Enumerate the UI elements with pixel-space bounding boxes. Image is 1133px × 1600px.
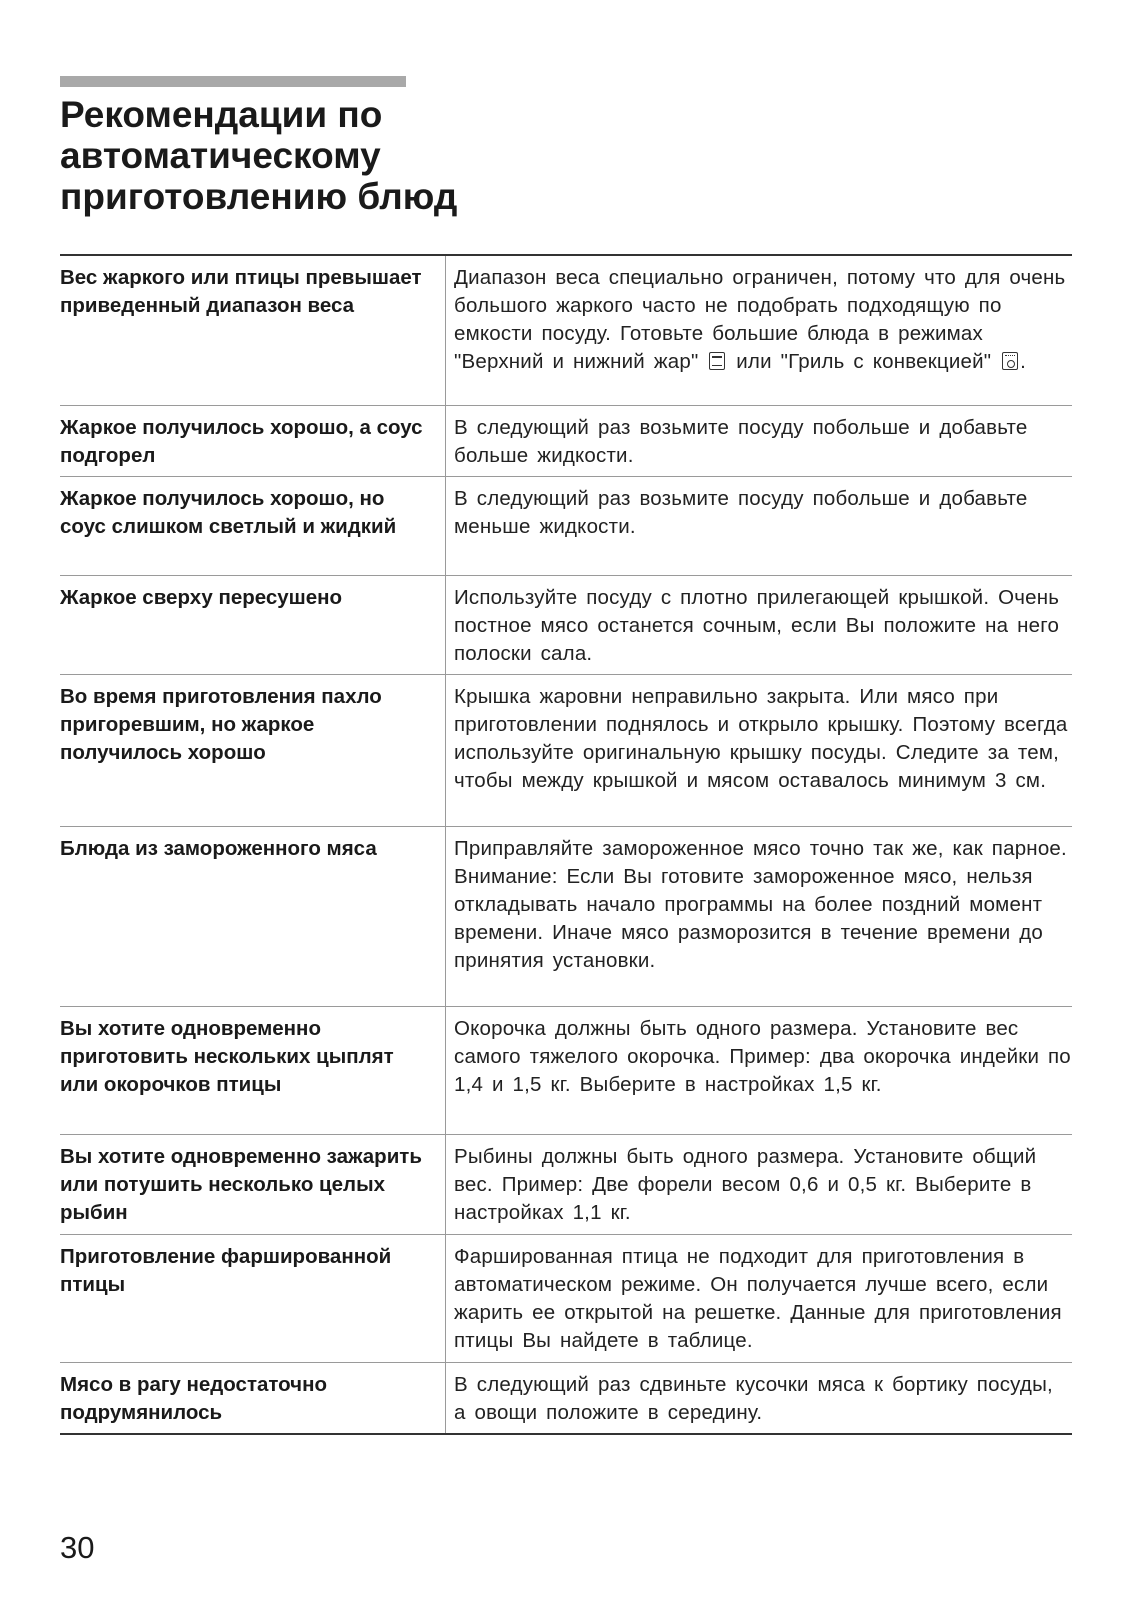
table-row (60, 1362, 1072, 1433)
problem-cell: Вес жаркого или птицы превышает приведенный диапазон веса (60, 266, 422, 317)
problem-cell: Во время приготовления пахло пригоревшим, но жаркое получилось хорошо (60, 685, 382, 764)
table-row (60, 1006, 1072, 1134)
solution-cell: Используйте посуду с плотно прилегающей крышкой. Очень постное мясо останется сочным, если Вы положите на него полоски сала. (445, 576, 1072, 674)
solution-cell: Крышка жаровни неправильно закрыта. Или мясо при приготовлении поднялось и открыло крышку. Поэтому всегда используйте оригинальную крышку посуды. Следите за тем, чтобы между крышкой и мясом оставалось минимум 3 см. (445, 675, 1072, 826)
solution-text: Диапазон веса специально ограничен, потому что для очень большого жаркого часто не подобрать подходящую по емкости посуду. Готовьте большие блюда в режимах "Верхний и нижний жар" (454, 266, 1066, 373)
table-row (60, 405, 1072, 476)
top-bottom-heat-icon (709, 352, 725, 370)
solution-cell: В следующий раз возьмите посуду побольше и добавьте больше жидкости. (445, 406, 1072, 476)
solution-cell (445, 256, 1072, 405)
solution-text: или "Гриль с конвекцией" (736, 350, 992, 373)
problem-cell: Вы хотите одновременно зажарить или потушить несколько целых рыбин (60, 1145, 422, 1224)
problem-cell: Мясо в рагу недостаточно подрумянилось (60, 1373, 327, 1424)
problem-cell: Жаркое получилось хорошо, а соус подгорел (60, 416, 423, 467)
problem-cell: Блюда из замороженного мяса (60, 837, 377, 860)
problem-cell: Жаркое сверху пересушено (60, 586, 343, 609)
solution-text: Приправляйте замороженное мясо точно так же, как парное. (454, 837, 1067, 860)
solution-cell: Фаршированная птица не подходит для приготовления в автоматическом режиме. Он получается лучше всего, если жарить ее открытой на решетке. Данные для приготовления птицы Вы найдете в таблице. (445, 1235, 1072, 1362)
problem-cell: Приготовление фаршированной птицы (60, 1245, 392, 1296)
table-row (60, 476, 1072, 575)
table-row (60, 674, 1072, 826)
table-row (60, 256, 1072, 405)
table-row (60, 575, 1072, 674)
grill-convection-icon (1002, 352, 1018, 370)
solution-cell: Рыбины должны быть одного размера. Установите общий вес. Пример: Две форели весом 0,6 и 0,5 кг. Выберите в настройках 1,1 кг. (445, 1135, 1072, 1234)
problem-cell: Вы хотите одновременно приготовить нескольких цыплят или окорочков птицы (60, 1017, 394, 1096)
table-row (60, 1134, 1072, 1234)
solution-cell (445, 827, 1072, 1006)
problem-cell: Жаркое получилось хорошо, но соус слишком светлый и жидкий (60, 487, 397, 538)
header-rule (60, 76, 406, 87)
solution-cell: Окорочка должны быть одного размера. Установите вес самого тяжелого окорочка. Пример: два окорочка индейки по 1,4 и 1,5 кг. Выберите в настройках 1,5 кг. (445, 1007, 1072, 1134)
tips-table (60, 254, 1072, 1435)
table-row (60, 1234, 1072, 1362)
solution-cell: В следующий раз сдвиньте кусочки мяса к бортику посуды, а овощи положите в середину. (445, 1363, 1072, 1433)
page-number: 30 (60, 1530, 95, 1565)
page-title: Рекомендации по автоматическому приготовлению блюд (60, 94, 458, 217)
solution-cell: В следующий раз возьмите посуду побольше и добавьте меньше жидкости. (445, 477, 1072, 575)
solution-text: Внимание: Если Вы готовите замороженное мясо, нельзя откладывать начало программы на более поздний момент времени. Иначе мясо разморозится в течение времени до принятия установки. (454, 865, 1044, 972)
table-row (60, 826, 1072, 1006)
solution-text: . (1020, 350, 1027, 373)
